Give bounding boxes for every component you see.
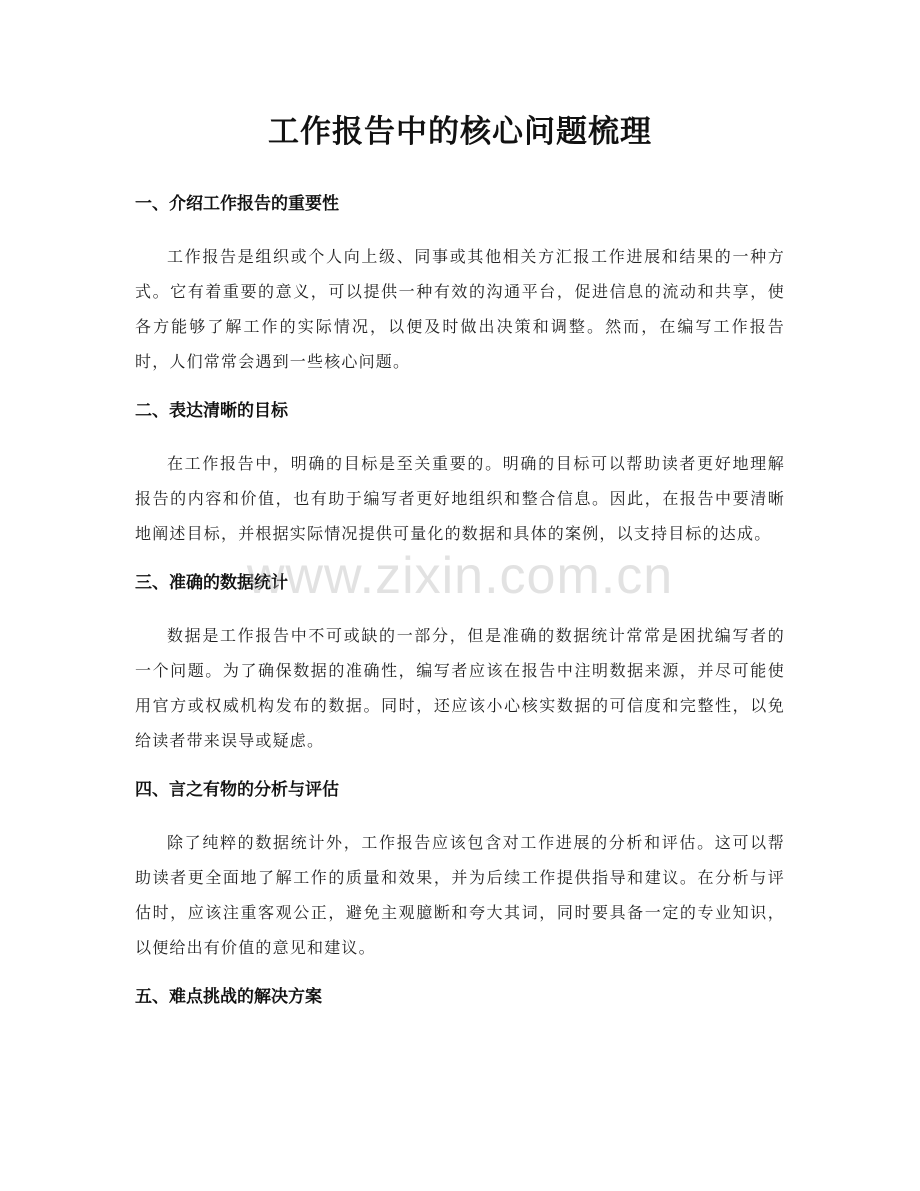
section-paragraph: 除了纯粹的数据统计外，工作报告应该包含对工作进展的分析和评估。这可以帮助读者更全面地了解工作的质量和效果，并为后续工作提供指导和建议。在分析与评估时，应该注重客观公正，避免主观臆断和夸大其词，同时要具备一定的专业知识，以便给出有价值的意见和建议。 bbox=[135, 833, 785, 957]
section-clear-goals bbox=[135, 397, 785, 551]
section-data-statistics bbox=[135, 569, 785, 758]
section-paragraph: 在工作报告中，明确的目标是至关重要的。明确的目标可以帮助读者更好地理解报告的内容和价值，也有助于编写者更好地组织和整合信息。因此，在报告中要清晰地阐述目标，并根据实际情况提供可量化的数据和具体的案例，以支持目标的达成。 bbox=[135, 454, 785, 543]
section-heading: 二、表达清晰的目标 bbox=[135, 401, 288, 421]
section-heading: 四、言之有物的分析与评估 bbox=[135, 780, 339, 800]
section-paragraph: 数据是工作报告中不可或缺的一部分，但是准确的数据统计常常是困扰编写者的一个问题。为了确保数据的准确性，编写者应该在报告中注明数据来源，并尽可能使用官方或权威机构发布的数据。同时，还应该小心核实数据的可信度和完整性，以免给读者带来误导或疑虑。 bbox=[135, 626, 785, 750]
document-title: 工作报告中的核心问题梳理 bbox=[268, 114, 652, 150]
section-importance bbox=[135, 190, 785, 379]
section-solutions bbox=[135, 983, 785, 1011]
section-analysis-evaluation bbox=[135, 776, 785, 965]
section-paragraph: 工作报告是组织或个人向上级、同事或其他相关方汇报工作进展和结果的一种方式。它有着重要的意义，可以提供一种有效的沟通平台，促进信息的流动和共享，使各方能够了解工作的实际情况，以便及时做出决策和调整。然而，在编写工作报告时，人们常常会遇到一些核心问题。 bbox=[135, 247, 785, 371]
section-heading: 一、介绍工作报告的重要性 bbox=[135, 194, 339, 214]
section-heading: 五、难点挑战的解决方案 bbox=[135, 987, 322, 1007]
watermark: www.zixin.com.cn bbox=[246, 547, 674, 605]
section-heading: 三、准确的数据统计 bbox=[135, 573, 288, 593]
